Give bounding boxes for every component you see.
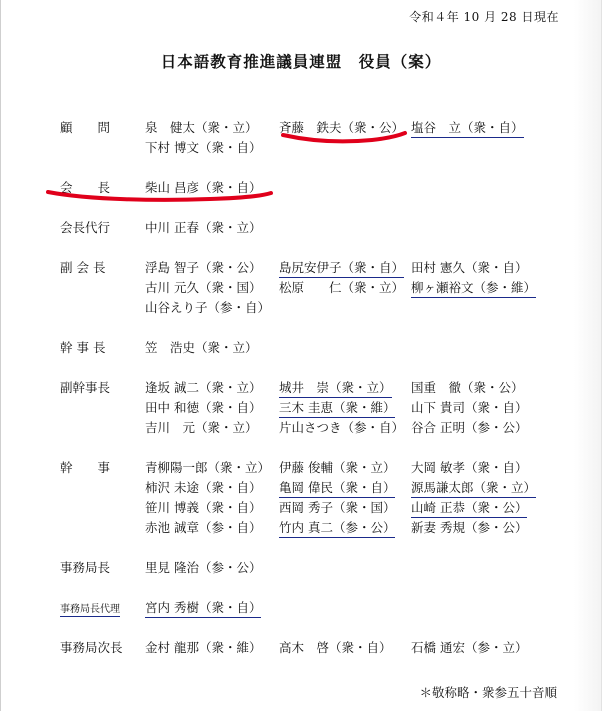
- member-entry: 石橋 通宏（参・立）: [411, 640, 528, 655]
- section-label: 事務局次長: [60, 640, 123, 655]
- member-entry: 下村 博文（衆・自）: [145, 140, 262, 155]
- footnote: ＊敬称略・衆参五十音順: [419, 685, 557, 700]
- member-entry: 宮内 秀樹（衆・自）: [145, 598, 261, 618]
- section-label: 幹 事 長: [60, 340, 106, 355]
- page-left-border: [0, 0, 1, 711]
- section-label: 副幹事長: [60, 380, 111, 395]
- member-entry: 赤池 誠章（参・自）: [145, 520, 262, 535]
- member-entry: 片山さつき（参・自）: [279, 420, 405, 435]
- page-edge-shadow: [574, 0, 602, 711]
- section-label: 事務局長代理: [60, 600, 120, 617]
- member-entry: 吉川 元（衆・立）: [145, 420, 258, 435]
- document-date: 令和４年 10 月 28 日現在: [409, 10, 559, 24]
- member-entry: 竹内 真二（参・公）: [279, 518, 395, 538]
- member-entry: 谷合 正明（参・公）: [411, 420, 528, 435]
- member-entry: 笹川 博義（衆・自）: [145, 500, 262, 515]
- member-entry: 柿沢 未途（衆・自）: [145, 480, 262, 495]
- member-entry: 柳ヶ瀬裕文（参・維）: [411, 278, 536, 298]
- member-entry: 中川 正春（衆・立）: [145, 220, 262, 235]
- member-entry: 亀岡 偉民（衆・自）: [279, 478, 395, 498]
- member-entry: 田中 和徳（衆・自）: [145, 400, 262, 415]
- member-entry: 泉 健太（衆・立）: [145, 120, 258, 135]
- section-label: 会 長: [60, 180, 111, 195]
- member-entry: 塩谷 立（衆・自）: [411, 118, 524, 138]
- member-entry: 田村 憲久（衆・自）: [411, 260, 528, 275]
- member-entry: 大岡 敏孝（衆・自）: [411, 460, 528, 475]
- member-entry: 柴山 昌彦（衆・自）: [145, 180, 262, 195]
- member-entry: 古川 元久（衆・国）: [145, 280, 262, 295]
- member-entry: 山下 貴司（衆・自）: [411, 400, 528, 415]
- member-entry: 三木 圭恵（衆・維）: [279, 398, 395, 418]
- member-entry: 笠 浩史（衆・立）: [145, 340, 258, 355]
- section-label: 顧 問: [60, 120, 111, 135]
- document-title: 日本語教育推進議員連盟 役員（案）: [160, 52, 442, 71]
- section-label: 会長代行: [60, 220, 111, 235]
- member-entry: 国重 徹（衆・公）: [411, 380, 524, 395]
- member-entry: 源馬謙太郎（衆・立）: [411, 478, 536, 498]
- member-entry: 西岡 秀子（衆・国）: [279, 500, 396, 515]
- member-entry: 斉藤 鉄夫（衆・公）: [279, 120, 405, 135]
- member-entry: 山崎 正恭（衆・公）: [411, 498, 527, 518]
- member-entry: 里見 隆治（参・公）: [145, 560, 262, 575]
- member-entry: 新妻 秀規（参・公）: [411, 520, 528, 535]
- section-label: 幹 事: [60, 460, 111, 475]
- section-label: 副 会 長: [60, 260, 106, 275]
- member-entry: 逢坂 誠二（衆・立）: [145, 380, 262, 395]
- member-entry: 山谷えり子（参・自）: [145, 300, 271, 315]
- member-entry: 松原 仁（衆・立）: [279, 280, 405, 295]
- member-entry: 浮島 智子（衆・公）: [145, 260, 262, 275]
- member-entry: 高木 啓（衆・自）: [279, 640, 392, 655]
- member-entry: 青柳陽一郎（衆・立）: [145, 460, 271, 475]
- member-entry: 城井 崇（衆・立）: [279, 378, 392, 398]
- member-entry: 金村 龍那（衆・維）: [145, 640, 262, 655]
- member-entry: 伊藤 俊輔（衆・立）: [279, 460, 396, 475]
- member-entry: 島尻安伊子（衆・自）: [279, 258, 404, 278]
- section-label: 事務局長: [60, 560, 111, 575]
